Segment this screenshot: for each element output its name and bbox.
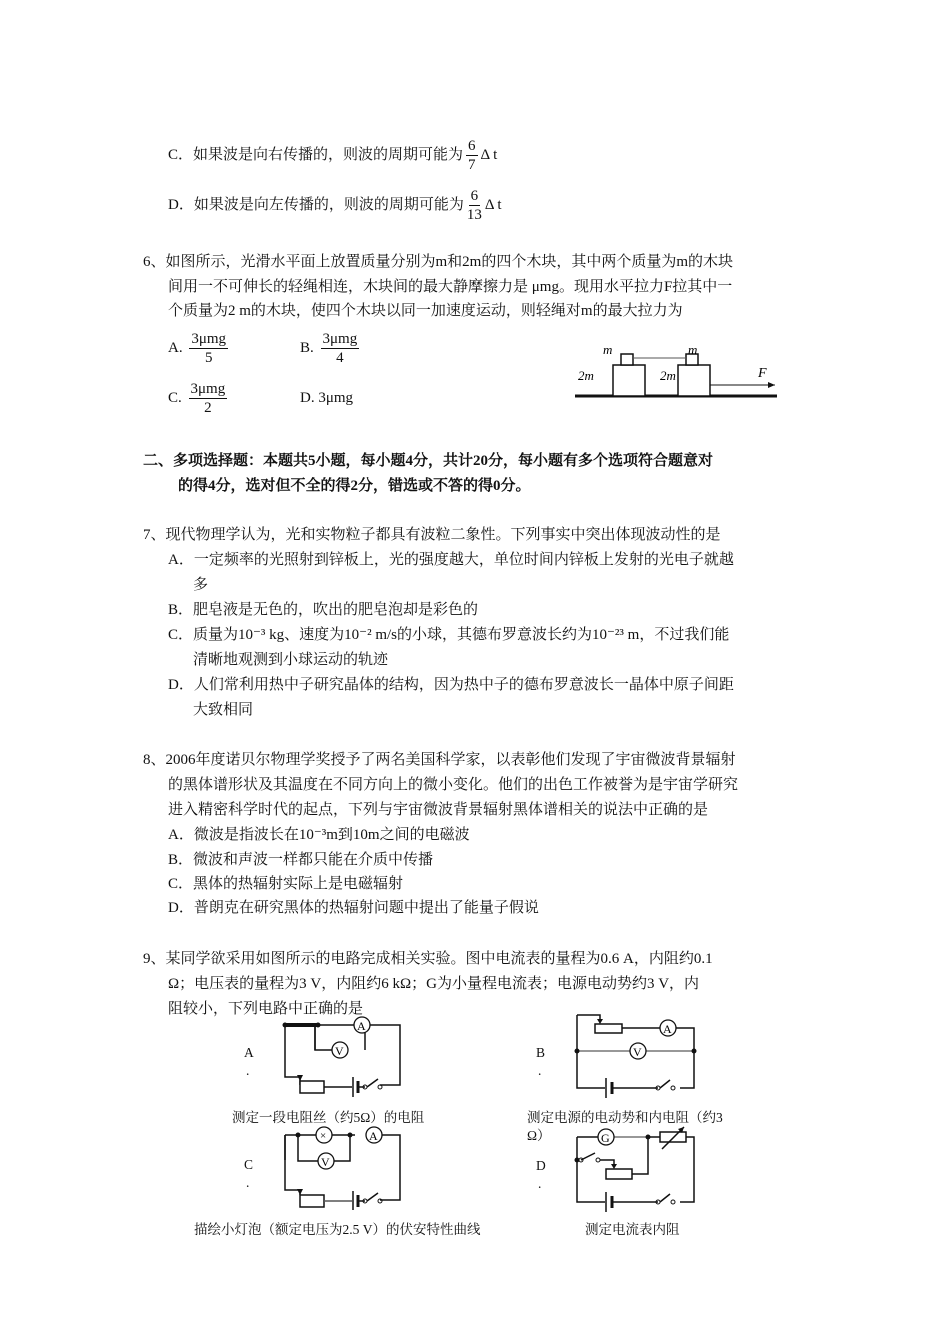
arrow-head (768, 382, 775, 388)
q7-line: 清晰地观测到小球运动的轨迹 (193, 652, 389, 668)
q5-option-d (168, 187, 502, 224)
svg-text:G: G (601, 1131, 610, 1145)
q8-line: D．普朗克在研究黑体的热辐射问题中提出了能量子假说 (168, 900, 539, 916)
q8-line: 的黑体谱形状及其温度在不同方向上的微小变化。他们的出色工作被誉为是宇宙学研究 (168, 777, 739, 793)
option-tail: Δ t (480, 146, 498, 163)
q6-line: 6、如图所示，光滑水平面上放置质量分别为m和2m的四个木块，其中两个质量为m的木块 (143, 254, 734, 270)
numerator: 3μmg (322, 331, 358, 347)
q6-option-b (300, 330, 362, 367)
denominator: 2 (204, 400, 212, 416)
q7-line: C．质量为10⁻³ kg、速度为10⁻² m/s的小球，其德布罗意波长约为10⁻²³ m，不过我们能 (168, 627, 730, 643)
q7-line: 多 (193, 577, 209, 593)
force-label: F (758, 366, 767, 381)
q8-line: C．黑体的热辐射实际上是电磁辐射 (168, 876, 404, 892)
svg-text:A: A (663, 1022, 672, 1036)
option-label: B. (300, 339, 314, 356)
q8-line: 8、2006年度诺贝尔物理学奖授予了两名美国科学家，以表彰他们发现了宇宙微波背景辐射 (143, 752, 736, 768)
fraction (189, 330, 228, 367)
svg-text:A: A (357, 1019, 366, 1033)
circuit-label: C (244, 1157, 254, 1172)
option-label: A. (168, 339, 183, 356)
circuit-caption: 描绘小灯泡（额定电压为2.5 V）的伏安特性曲线 (194, 1222, 481, 1237)
block-m-left (621, 354, 633, 365)
svg-text:V: V (335, 1044, 344, 1058)
mass-label: m (603, 342, 613, 357)
section-heading: 二、多项选择题：本题共5小题，每小题4分，共计20分，每小题有多个选项符合题意对 (143, 453, 714, 469)
denominator: 4 (336, 350, 344, 366)
circuit-label: B (536, 1045, 546, 1060)
circuit-caption: Ω） (527, 1128, 551, 1143)
fraction (321, 330, 360, 367)
blocks-figure (570, 340, 780, 405)
q8-line: 进入精密科学时代的起点，下列与宇宙微波背景辐射黑体谱相关的说法中正确的是 (168, 802, 709, 818)
circuit-dot: . (538, 1063, 542, 1078)
numerator: 3μmg (191, 331, 227, 347)
circuit-a (250, 1015, 410, 1100)
denominator: 7 (468, 157, 476, 173)
option-value: 3μmg (318, 390, 354, 406)
q6-option-a (168, 330, 231, 367)
q6-option-d (300, 388, 353, 408)
q9-line: 阻较小，下列电路中正确的是 (168, 1001, 364, 1017)
denominator: 5 (204, 350, 213, 366)
mass-label: 2m (578, 368, 594, 383)
q9-line: 9、某同学欲采用如图所示的电路完成相关实验。图中电流表的量程为0.6 A，内阻约0.1 (143, 951, 713, 967)
mass-label: m (688, 342, 698, 357)
circuit-label: D (536, 1158, 546, 1173)
circuit-dot: . (246, 1175, 250, 1190)
fraction (467, 187, 482, 224)
q7-line: D．人们常利用热中子研究晶体的结构，因为热中子的德布罗意波长一晶体中原子间距 (168, 677, 734, 693)
option-text: C．如果波是向右传播的，则波的周期可能为 (168, 146, 464, 163)
q9-line: Ω；电压表的量程为3 V，内阻约6 kΩ；G为小量程电流表；电源电动势约3 V，内 (168, 976, 700, 992)
q6-line: 间用一不可伸长的轻绳相连，木块间的最大静摩擦力是 μmg。现用水平拉力F拉其中一 (168, 279, 733, 295)
circuit-c (250, 1125, 410, 1210)
section-heading: 的得4分，选对但不全的得2分，错选或不答的得0分。 (178, 478, 531, 494)
circuit-d (570, 1125, 700, 1215)
circuit-label: A (244, 1045, 254, 1060)
numerator: 6 (468, 138, 476, 154)
numerator: 3μmg (190, 381, 226, 397)
block-2m-right (678, 365, 710, 396)
q8-line: B．微波和声波一样都只能在介质中传播 (168, 852, 434, 868)
block-2m-left (613, 365, 645, 396)
svg-text:A: A (369, 1129, 378, 1143)
option-label: D. (300, 390, 315, 406)
circuit-dot: . (538, 1176, 542, 1191)
option-text: D．如果波是向左传播的，则波的周期可能为 (168, 196, 464, 213)
q6-option-c (168, 380, 230, 417)
q6-line: 个质量为2 m的木块，使四个木块以同一加速度运动，则轻绳对m的最大拉力为 (168, 303, 683, 319)
q7-line: 大致相同 (193, 702, 254, 718)
circuit-dot: . (246, 1063, 250, 1078)
fraction (466, 137, 478, 174)
option-label: C. (168, 389, 182, 406)
fraction (189, 380, 228, 417)
svg-text:×: × (320, 1130, 327, 1142)
q7-line: B．肥皂液是无色的，吹出的肥皂泡却是彩色的 (168, 602, 479, 618)
svg-text:V: V (633, 1045, 642, 1059)
q8-line: A．微波是指波长在10⁻³m到10m之间的电磁波 (168, 827, 470, 843)
circuit-caption: 测定一段电阻丝（约5Ω）的电阻 (232, 1110, 425, 1125)
denominator: 13 (466, 207, 482, 223)
q7-line: A．一定频率的光照射到锌板上，光的强度越大，单位时间内锌板上发射的光电子就越 (168, 552, 734, 568)
q7-line: 7、现代物理学认为，光和实物粒子都具有波粒二象性。下列事实中突出体现波动性的是 (143, 527, 721, 543)
q5-option-c (168, 137, 497, 174)
svg-text:V: V (321, 1155, 330, 1169)
option-tail: Δ t (484, 196, 502, 213)
mass-label: 2m (660, 368, 676, 383)
circuit-caption: 测定电流表内阻 (585, 1222, 680, 1237)
circuit-b (570, 1010, 700, 1100)
circuit-caption: 测定电源的电动势和内电阻（约3 (527, 1110, 723, 1125)
numerator: 6 (470, 188, 479, 204)
